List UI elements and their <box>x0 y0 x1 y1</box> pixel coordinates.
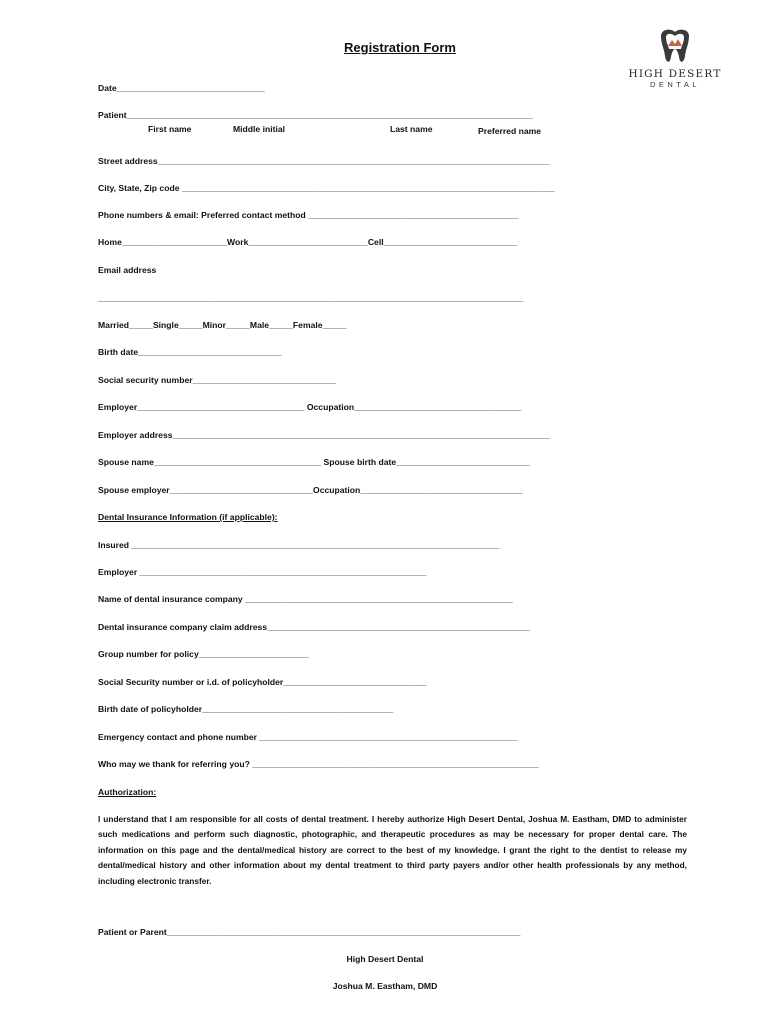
middle-initial-label: Middle initial <box>233 124 286 134</box>
email-address-label: Email address <box>98 265 157 275</box>
footer-practice-name: High Desert Dental <box>346 954 424 964</box>
insurance-company-field[interactable]: Name of dental insurance company ________________________________________________________ <box>98 594 513 604</box>
signature-field[interactable]: Patient or Parent__________________________________________________________________________ <box>98 927 521 937</box>
claim-address-field[interactable]: Dental insurance company claim address_______________________________________________________ <box>98 622 530 632</box>
first-name-label: First name <box>148 124 192 134</box>
email-address-field[interactable]: _________________________________________________________________________________________ <box>98 293 524 303</box>
page-title: Registration Form <box>344 40 456 55</box>
preferred-name-label: Preferred name <box>478 126 542 136</box>
authorization-text: I understand that I am responsible for all costs of dental treatment. I hereby authorize High Desert Dental, Joshua M. Eastham, DMD to administer such medications and perform such diagnostic, photographic, and therapeutic procedures as may be necessary for proper dental care. The information on this page and the dental/medical history are correct to the best of my knowledge. I grant the right to the dentist to release my dental/medical history and other information about my dental treatment to third party payers and/or other health professionals by any method, including electronic transfer. <box>98 814 687 886</box>
marital-status-field[interactable]: Married_____Single_____Minor_____Male_____Female_____ <box>98 320 347 330</box>
practice-logo <box>625 26 725 89</box>
authorization-heading: Authorization: <box>98 787 157 797</box>
date-field[interactable]: Date_______________________________ <box>98 83 265 93</box>
group-number-field[interactable]: Group number for policy_______________________ <box>98 649 309 659</box>
street-address-field[interactable]: Street address__________________________________________________________________________________ <box>98 156 550 166</box>
patient-field[interactable]: Patient_____________________________________________________________________________________ <box>98 110 533 120</box>
phone-email-field[interactable]: Phone numbers & email: Preferred contact method ____________________________________________ <box>98 210 519 220</box>
employer-occupation-field[interactable]: Employer___________________________________ Occupation___________________________________ <box>98 402 522 412</box>
last-name-label: Last name <box>390 124 433 134</box>
city-state-zip-field[interactable]: City, State, Zip code ______________________________________________________________________________ <box>98 183 555 193</box>
insurance-heading: Dental Insurance Information (if applicable): <box>98 512 278 522</box>
insured-field[interactable]: Insured _____________________________________________________________________________ <box>98 540 500 550</box>
emergency-contact-field[interactable]: Emergency contact and phone number ______________________________________________________ <box>98 732 518 742</box>
home-work-cell-field[interactable]: Home______________________Work_________________________Cell____________________________ <box>98 237 518 247</box>
birth-date-field[interactable]: Birth date______________________________ <box>98 347 282 357</box>
policyholder-ssn-field[interactable]: Social Security number or i.d. of policyholder______________________________ <box>98 677 427 687</box>
employer-address-field[interactable]: Employer address_______________________________________________________________________________ <box>98 430 551 440</box>
referral-field[interactable]: Who may we thank for referring you? ____________________________________________________________ <box>98 759 539 769</box>
tooth-logo-icon <box>655 26 695 66</box>
footer-doctor-name: Joshua M. Eastham, DMD <box>332 981 438 991</box>
ssn-field[interactable]: Social security number______________________________ <box>98 375 336 385</box>
logo-subtitle: DENTAL <box>649 80 701 89</box>
spouse-employer-field[interactable]: Spouse employer______________________________Occupation__________________________________ <box>98 485 523 495</box>
policyholder-birth-date-field[interactable]: Birth date of policyholder________________________________________ <box>98 704 394 714</box>
spouse-name-field[interactable]: Spouse name___________________________________ Spouse birth date____________________________ <box>98 457 530 467</box>
insurance-employer-field[interactable]: Employer ____________________________________________________________ <box>98 567 427 577</box>
logo-wordmark: HIGH DESERT <box>628 68 722 80</box>
